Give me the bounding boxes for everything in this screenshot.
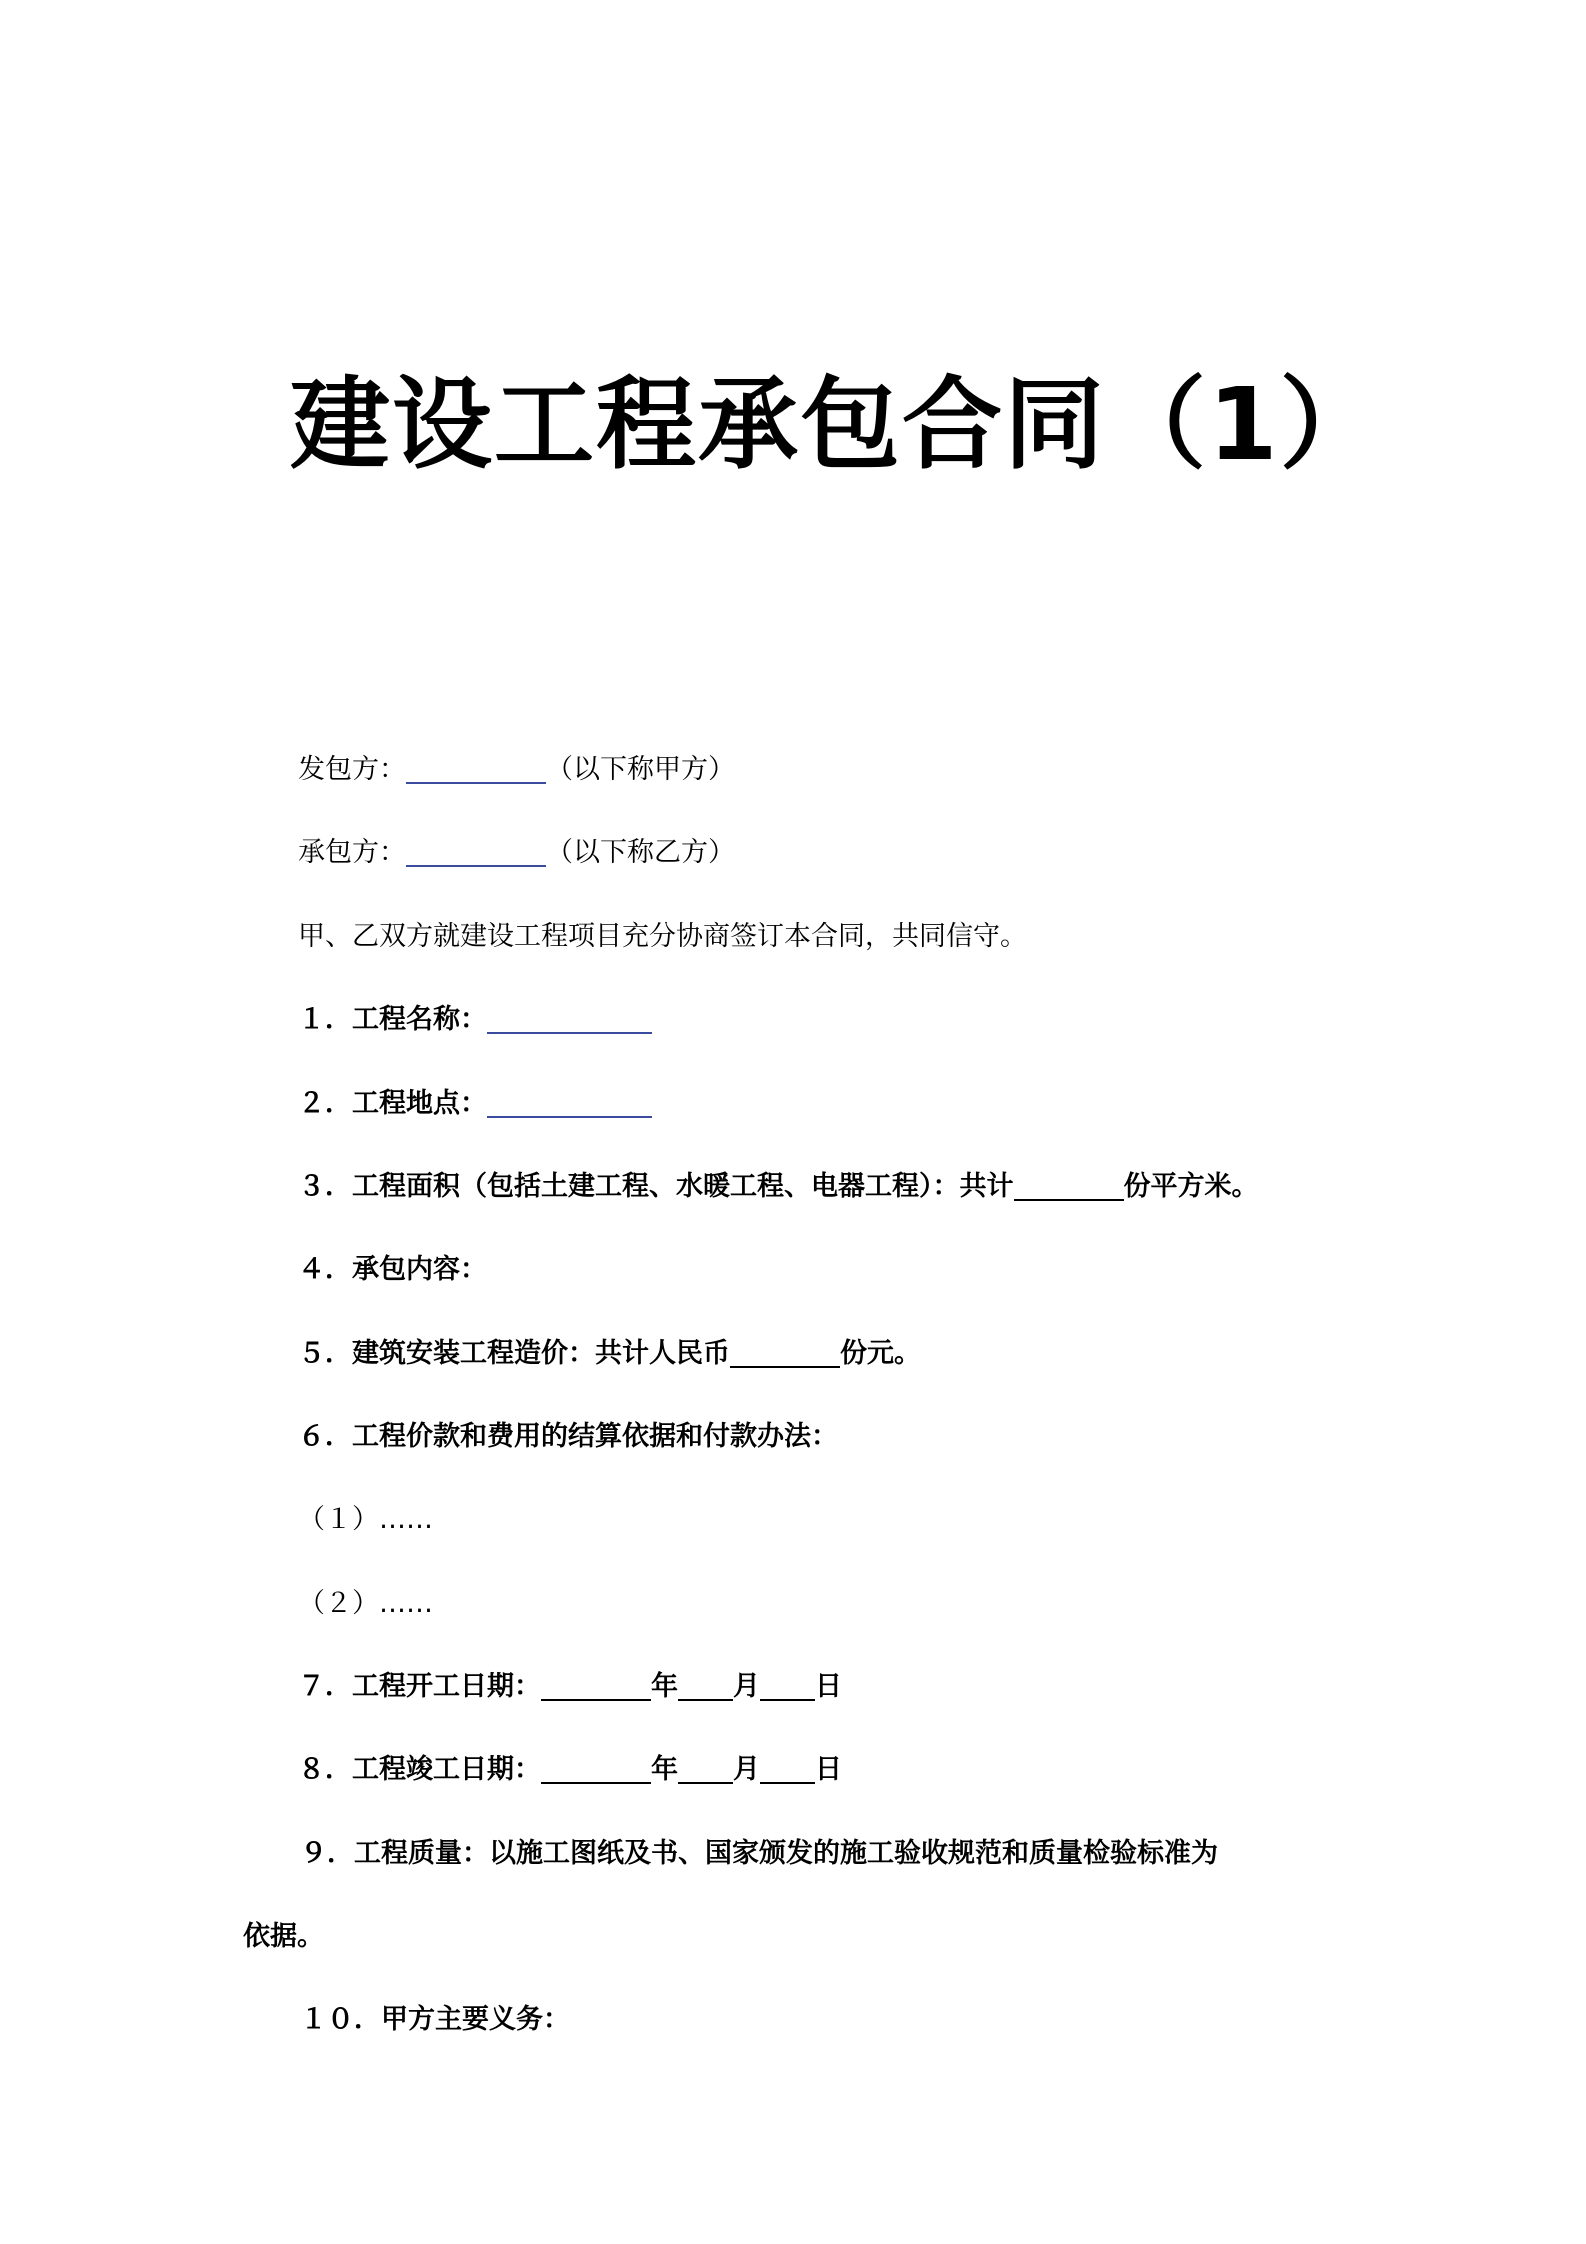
item-7-day-blank xyxy=(760,1669,815,1701)
party-a-note: （以下称甲方） xyxy=(546,754,735,785)
item-4-text: 承包内容： xyxy=(352,1254,487,1285)
sub-item-2: （２）…… xyxy=(298,1588,433,1619)
item-4 xyxy=(298,1250,487,1290)
item-6 xyxy=(298,1417,838,1457)
item-8 xyxy=(298,1750,842,1790)
item-7-month-blank xyxy=(678,1669,733,1701)
item-1-blank xyxy=(487,1002,652,1034)
party-b-blank xyxy=(406,835,546,867)
item-2-number: ２． xyxy=(298,1088,352,1119)
page-title: 建设工程承包合同（1） xyxy=(290,366,1382,483)
item-2-text: 工程地点： xyxy=(352,1088,487,1119)
item-6-number: ６． xyxy=(298,1421,352,1452)
item-7-year-blank xyxy=(541,1669,651,1701)
item-7-number: ７． xyxy=(298,1671,352,1702)
item-8-month: 月 xyxy=(733,1754,760,1785)
item-7 xyxy=(298,1667,842,1707)
sub-item-1: （１）…… xyxy=(298,1504,433,1535)
party-b-label: 承包方： xyxy=(298,837,406,868)
item-10-text: 甲方主要义务： xyxy=(381,2004,570,2035)
item-2-blank xyxy=(487,1086,652,1118)
party-a-line xyxy=(298,750,735,790)
item-3-number: ３． xyxy=(298,1171,352,1202)
item-7-year: 年 xyxy=(651,1671,678,1702)
item-9-number: ９． xyxy=(300,1838,354,1869)
item-8-text: 工程竣工日期： xyxy=(352,1754,541,1785)
item-3 xyxy=(298,1167,1259,1207)
party-b-line xyxy=(298,833,735,873)
item-8-day: 日 xyxy=(815,1754,842,1785)
item-5-text: 建筑安装工程造价：共计人民币 xyxy=(352,1338,730,1369)
item-7-month: 月 xyxy=(733,1671,760,1702)
item-3-blank xyxy=(1014,1169,1124,1201)
item-5-blank xyxy=(730,1336,840,1368)
item-6-text: 工程价款和费用的结算依据和付款办法： xyxy=(352,1421,838,1452)
party-a-label: 发包方： xyxy=(298,754,406,785)
item-8-year: 年 xyxy=(651,1754,678,1785)
party-b-note: （以下称乙方） xyxy=(546,837,735,868)
item-1-text: 工程名称： xyxy=(352,1004,487,1035)
item-8-number: ８． xyxy=(298,1754,352,1785)
item-1 xyxy=(298,1000,652,1040)
item-8-month-blank xyxy=(678,1752,733,1784)
item-1-number: １． xyxy=(298,1004,352,1035)
item-8-year-blank xyxy=(541,1752,651,1784)
item-5-suffix: 份元。 xyxy=(840,1338,921,1369)
item-5 xyxy=(298,1334,921,1374)
preamble: 甲、乙双方就建设工程项目充分协商签订本合同，共同信守。 xyxy=(298,921,1027,952)
item-9-continuation: 依据。 xyxy=(243,1921,324,1952)
item-8-day-blank xyxy=(760,1752,815,1784)
item-2 xyxy=(298,1084,652,1124)
item-10 xyxy=(300,2000,570,2040)
item-9-text: 工程质量：以施工图纸及书、国家颁发的施工验收规范和质量检验标准为 xyxy=(354,1838,1218,1869)
item-3-suffix: 份平方米。 xyxy=(1123,1171,1259,1202)
item-10-number: １０． xyxy=(300,2004,381,2035)
item-9 xyxy=(300,1834,1218,1874)
party-a-blank xyxy=(406,752,546,784)
item-4-number: ４． xyxy=(298,1254,352,1285)
item-5-number: ５． xyxy=(298,1338,352,1369)
item-3-text: 工程面积（包括土建工程、水暖工程、电器工程）：共计 xyxy=(352,1171,1014,1202)
item-7-day: 日 xyxy=(815,1671,842,1702)
item-7-text: 工程开工日期： xyxy=(352,1671,541,1702)
